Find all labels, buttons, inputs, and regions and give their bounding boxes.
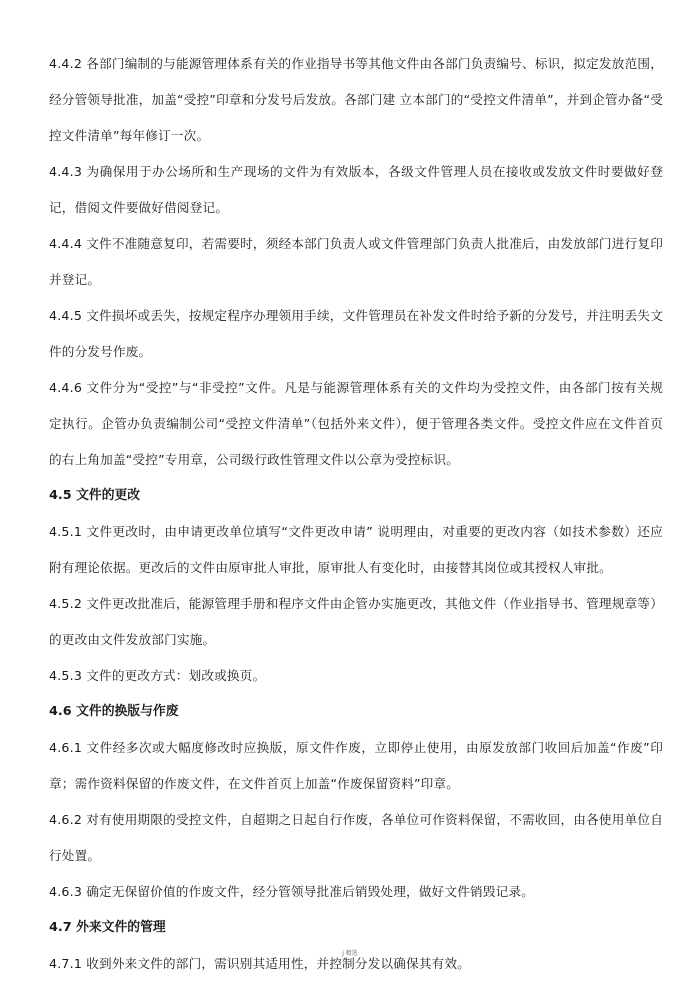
clause-4-6-2: 4.6.2 对有使用期限的受控文件，自超期之日起自行作废，各单位可作资料保留，不需收回，由各使用单位自行处置。 bbox=[49, 812, 663, 863]
section-heading-4-5: 4.5 文件的更改 bbox=[49, 488, 141, 503]
clause-4-4-3: 4.4.3 为确保用于办公场所和生产现场的文件为有效版本，各级文件管理人员在接收或发放文件时要做好登记，借阅文件要做好借阅登记。 bbox=[49, 164, 663, 215]
clause-4-6-1: 4.6.1 文件经多次或大幅度修改时应换版，原文件作废，立即停止使用，由原发放部门收回后加盖“作废”印章；需作资料保留的作废文件，在文件首页上加盖“作废保留资料”印章。 bbox=[49, 740, 663, 791]
clause-4-5-3: 4.5.3 文件的更改方式：划改或换页。 bbox=[49, 668, 266, 683]
clause-4-4-6: 4.4.6 文件分为“受控”与“非受控”文件。凡是与能源管理体系有关的文件均为受控文件，由各部门按有关规定执行。企管办负责编制公司“受控文件清单”（包括外来文件），便于管理各类文件。受控文件应在文件首页的右上角加盖“受控”专用章，公司级行政性管理文件以公章为受控标识。 bbox=[49, 380, 663, 467]
clause-4-4-5: 4.4.5 文件损坏或丢失，按规定程序办理领用手续，文件管理员在补发文件时给予新的分发号，并注明丢失文件的分发号作废。 bbox=[49, 308, 663, 359]
document-body bbox=[49, 46, 663, 982]
section-heading-4-7: 4.7 外来文件的管理 bbox=[49, 920, 166, 935]
clause-4-5-1: 4.5.1 文件更改时，由申请更改单位填写“文件更改申请” 说明理由，对重要的更改内容（如技术参数）还应附有理论依据。更改后的文件由原审批人审批，原审批人有变化时，由接替其岗位或其授权人审批。 bbox=[49, 524, 663, 575]
clause-4-4-4: 4.4.4 文件不准随意复印，若需要时，须经本部门负责人或文件管理部门负责人批准后，由发放部门进行复印并登记。 bbox=[49, 236, 663, 287]
clause-4-4-2: 4.4.2 各部门编制的与能源管理体系有关的作业指导书等其他文件由各部门负责编号、标识，拟定发放范围，经分管领导批准，加盖“受控”印章和分发号后发放。各部门建 立本部门的“受控文件清单”，并到企管办备“受控文件清单”每年修订一次。 bbox=[49, 56, 663, 143]
clause-4-6-3: 4.6.3 确定无保留价值的作废文件，经分管领导批准后销毁处理，做好文件销毁记录。 bbox=[49, 884, 535, 899]
section-heading-4-6: 4.6 文件的换版与作废 bbox=[49, 704, 179, 719]
clause-4-7-1: 4.7.1 收到外来文件的部门，需识别其适用性，并控制分发以确保其有效。 bbox=[49, 956, 471, 971]
clause-4-5-2: 4.5.2 文件更改批准后，能源管理手册和程序文件由企管办实施更改，其他文件（作业指导书、管理规章等）的更改由文件发放部门实施。 bbox=[49, 596, 663, 647]
page-footer: j 精选 bbox=[342, 950, 358, 957]
